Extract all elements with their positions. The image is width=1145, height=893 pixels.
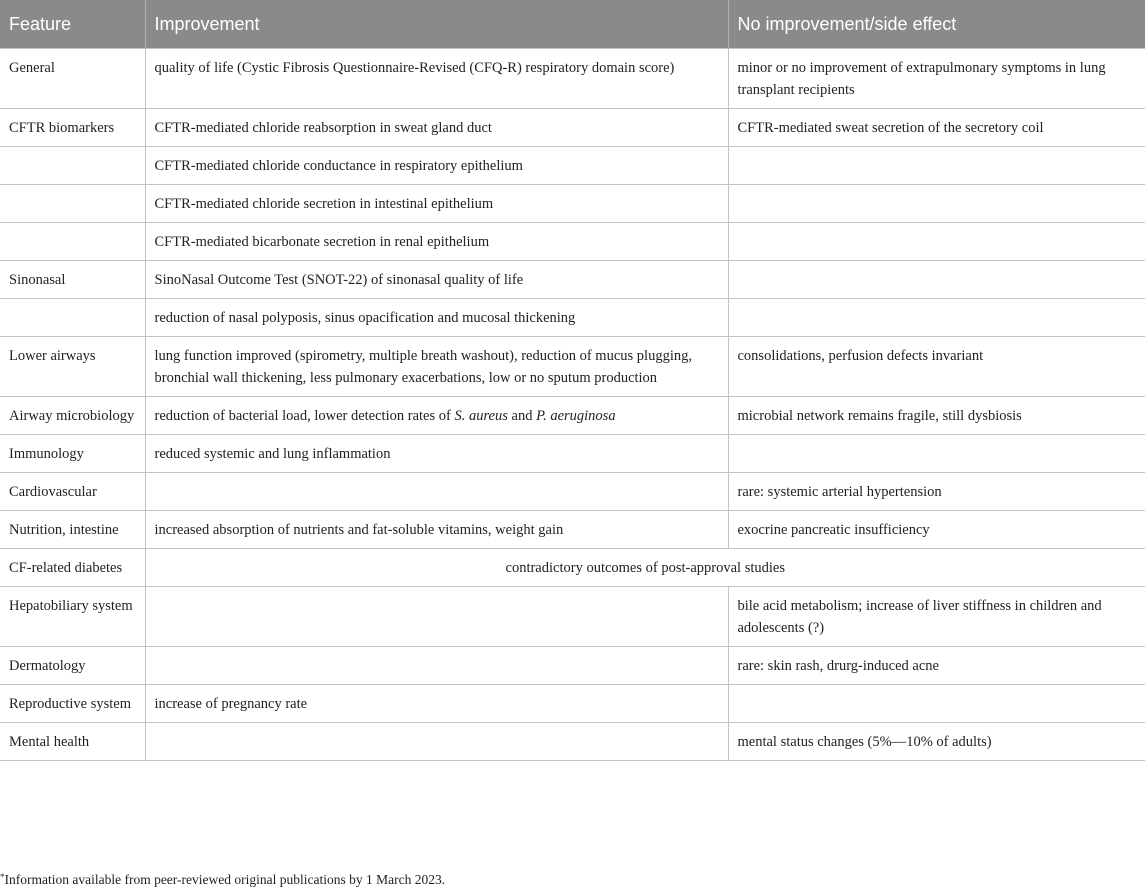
improvement-cell: CFTR-mediated bicarbonate secretion in renal epithelium	[145, 222, 728, 260]
table-row	[0, 298, 1145, 336]
table-row	[0, 586, 1145, 646]
table-row	[0, 146, 1145, 184]
feature-cell: Immunology	[0, 434, 145, 472]
header-row	[0, 0, 1145, 48]
table-row	[0, 336, 1145, 396]
improvement-cell	[145, 722, 728, 760]
side-effect-cell: rare: skin rash, drurg-induced acne	[728, 646, 1145, 684]
side-effect-cell	[728, 222, 1145, 260]
table-row	[0, 510, 1145, 548]
header-side-effect: No improvement/side effect	[728, 0, 1145, 48]
improvement-cell: SinoNasal Outcome Test (SNOT-22) of sinonasal quality of life	[145, 260, 728, 298]
table-row	[0, 396, 1145, 434]
improvement-cell	[145, 586, 728, 646]
feature-cell: Mental health	[0, 722, 145, 760]
feature-cell: Cardiovascular	[0, 472, 145, 510]
side-effect-cell: mental status changes (5%—10% of adults)	[728, 722, 1145, 760]
feature-cell	[0, 222, 145, 260]
table-row	[0, 260, 1145, 298]
footnote-text: Information available from peer-reviewed original publications by 1 March 2023.	[4, 872, 446, 887]
table-row	[0, 434, 1145, 472]
improvement-cell: reduction of nasal polyposis, sinus opacification and mucosal thickening	[145, 298, 728, 336]
side-effect-cell	[728, 260, 1145, 298]
side-effect-cell: CFTR-mediated sweat secretion of the secretory coil	[728, 108, 1145, 146]
feature-cell: Hepatobiliary system	[0, 586, 145, 646]
header-improvement: Improvement	[145, 0, 728, 48]
side-effect-cell: bile acid metabolism; increase of liver stiffness in children and adolescents (?)	[728, 586, 1145, 646]
feature-cell	[0, 298, 145, 336]
improvement-cell	[145, 472, 728, 510]
side-effect-cell	[728, 684, 1145, 722]
feature-cell: Sinonasal	[0, 260, 145, 298]
improvement-cell: CFTR-mediated chloride reabsorption in sweat gland duct	[145, 108, 728, 146]
table-row	[0, 472, 1145, 510]
text-run: and	[507, 407, 537, 424]
improvement-cell: quality of life (Cystic Fibrosis Questionnaire-Revised (CFQ-R) respiratory domain score)	[145, 48, 728, 108]
feature-cell: General	[0, 48, 145, 108]
feature-cell: CF-related diabetes	[0, 548, 145, 586]
feature-cell: Lower airways	[0, 336, 145, 396]
feature-cell	[0, 146, 145, 184]
species-name: P. aeruginosa	[536, 407, 616, 424]
header-feature: Feature	[0, 0, 145, 48]
feature-cell: Reproductive system	[0, 684, 145, 722]
table-footnote	[0, 872, 445, 888]
table-row	[0, 48, 1145, 108]
side-effect-cell	[728, 434, 1145, 472]
footnote-marker: *	[0, 872, 5, 882]
table-row	[0, 108, 1145, 146]
table-row	[0, 222, 1145, 260]
improvement-cell	[145, 646, 728, 684]
side-effect-cell	[728, 146, 1145, 184]
feature-cell: CFTR biomarkers	[0, 108, 145, 146]
table-row	[0, 548, 1145, 586]
side-effect-cell: consolidations, perfusion defects invariant	[728, 336, 1145, 396]
table-row	[0, 184, 1145, 222]
side-effect-cell: exocrine pancreatic insufficiency	[728, 510, 1145, 548]
improvement-cell: CFTR-mediated chloride conductance in respiratory epithelium	[145, 146, 728, 184]
side-effect-cell: minor or no improvement of extrapulmonary symptoms in lung transplant recipients	[728, 48, 1145, 108]
improvement-cell: increase of pregnancy rate	[145, 684, 728, 722]
improvement-cell: CFTR-mediated chloride secretion in intestinal epithelium	[145, 184, 728, 222]
improvement-cell	[145, 396, 728, 434]
feature-cell: Nutrition, intestine	[0, 510, 145, 548]
merged-outcome-cell: contradictory outcomes of post-approval studies	[145, 548, 1145, 586]
table-row	[0, 684, 1145, 722]
improvement-cell: reduced systemic and lung inflammation	[145, 434, 728, 472]
side-effect-cell	[728, 184, 1145, 222]
table-row	[0, 646, 1145, 684]
table-row	[0, 722, 1145, 760]
feature-cell	[0, 184, 145, 222]
side-effect-cell	[728, 298, 1145, 336]
side-effect-cell: microbial network remains fragile, still dysbiosis	[728, 396, 1145, 434]
feature-cell: Dermatology	[0, 646, 145, 684]
side-effect-cell: rare: systemic arterial hypertension	[728, 472, 1145, 510]
text-run: reduction of bacterial load, lower detection rates of	[154, 407, 455, 424]
improvement-cell: lung function improved (spirometry, multiple breath washout), reduction of mucus plugging, bronchial wall thickening, less pulmonary exacerbations, low or no sputum production	[145, 336, 728, 396]
species-name: S. aureus	[454, 407, 508, 424]
feature-cell: Airway microbiology	[0, 396, 145, 434]
improvement-cell: increased absorption of nutrients and fat-soluble vitamins, weight gain	[145, 510, 728, 548]
